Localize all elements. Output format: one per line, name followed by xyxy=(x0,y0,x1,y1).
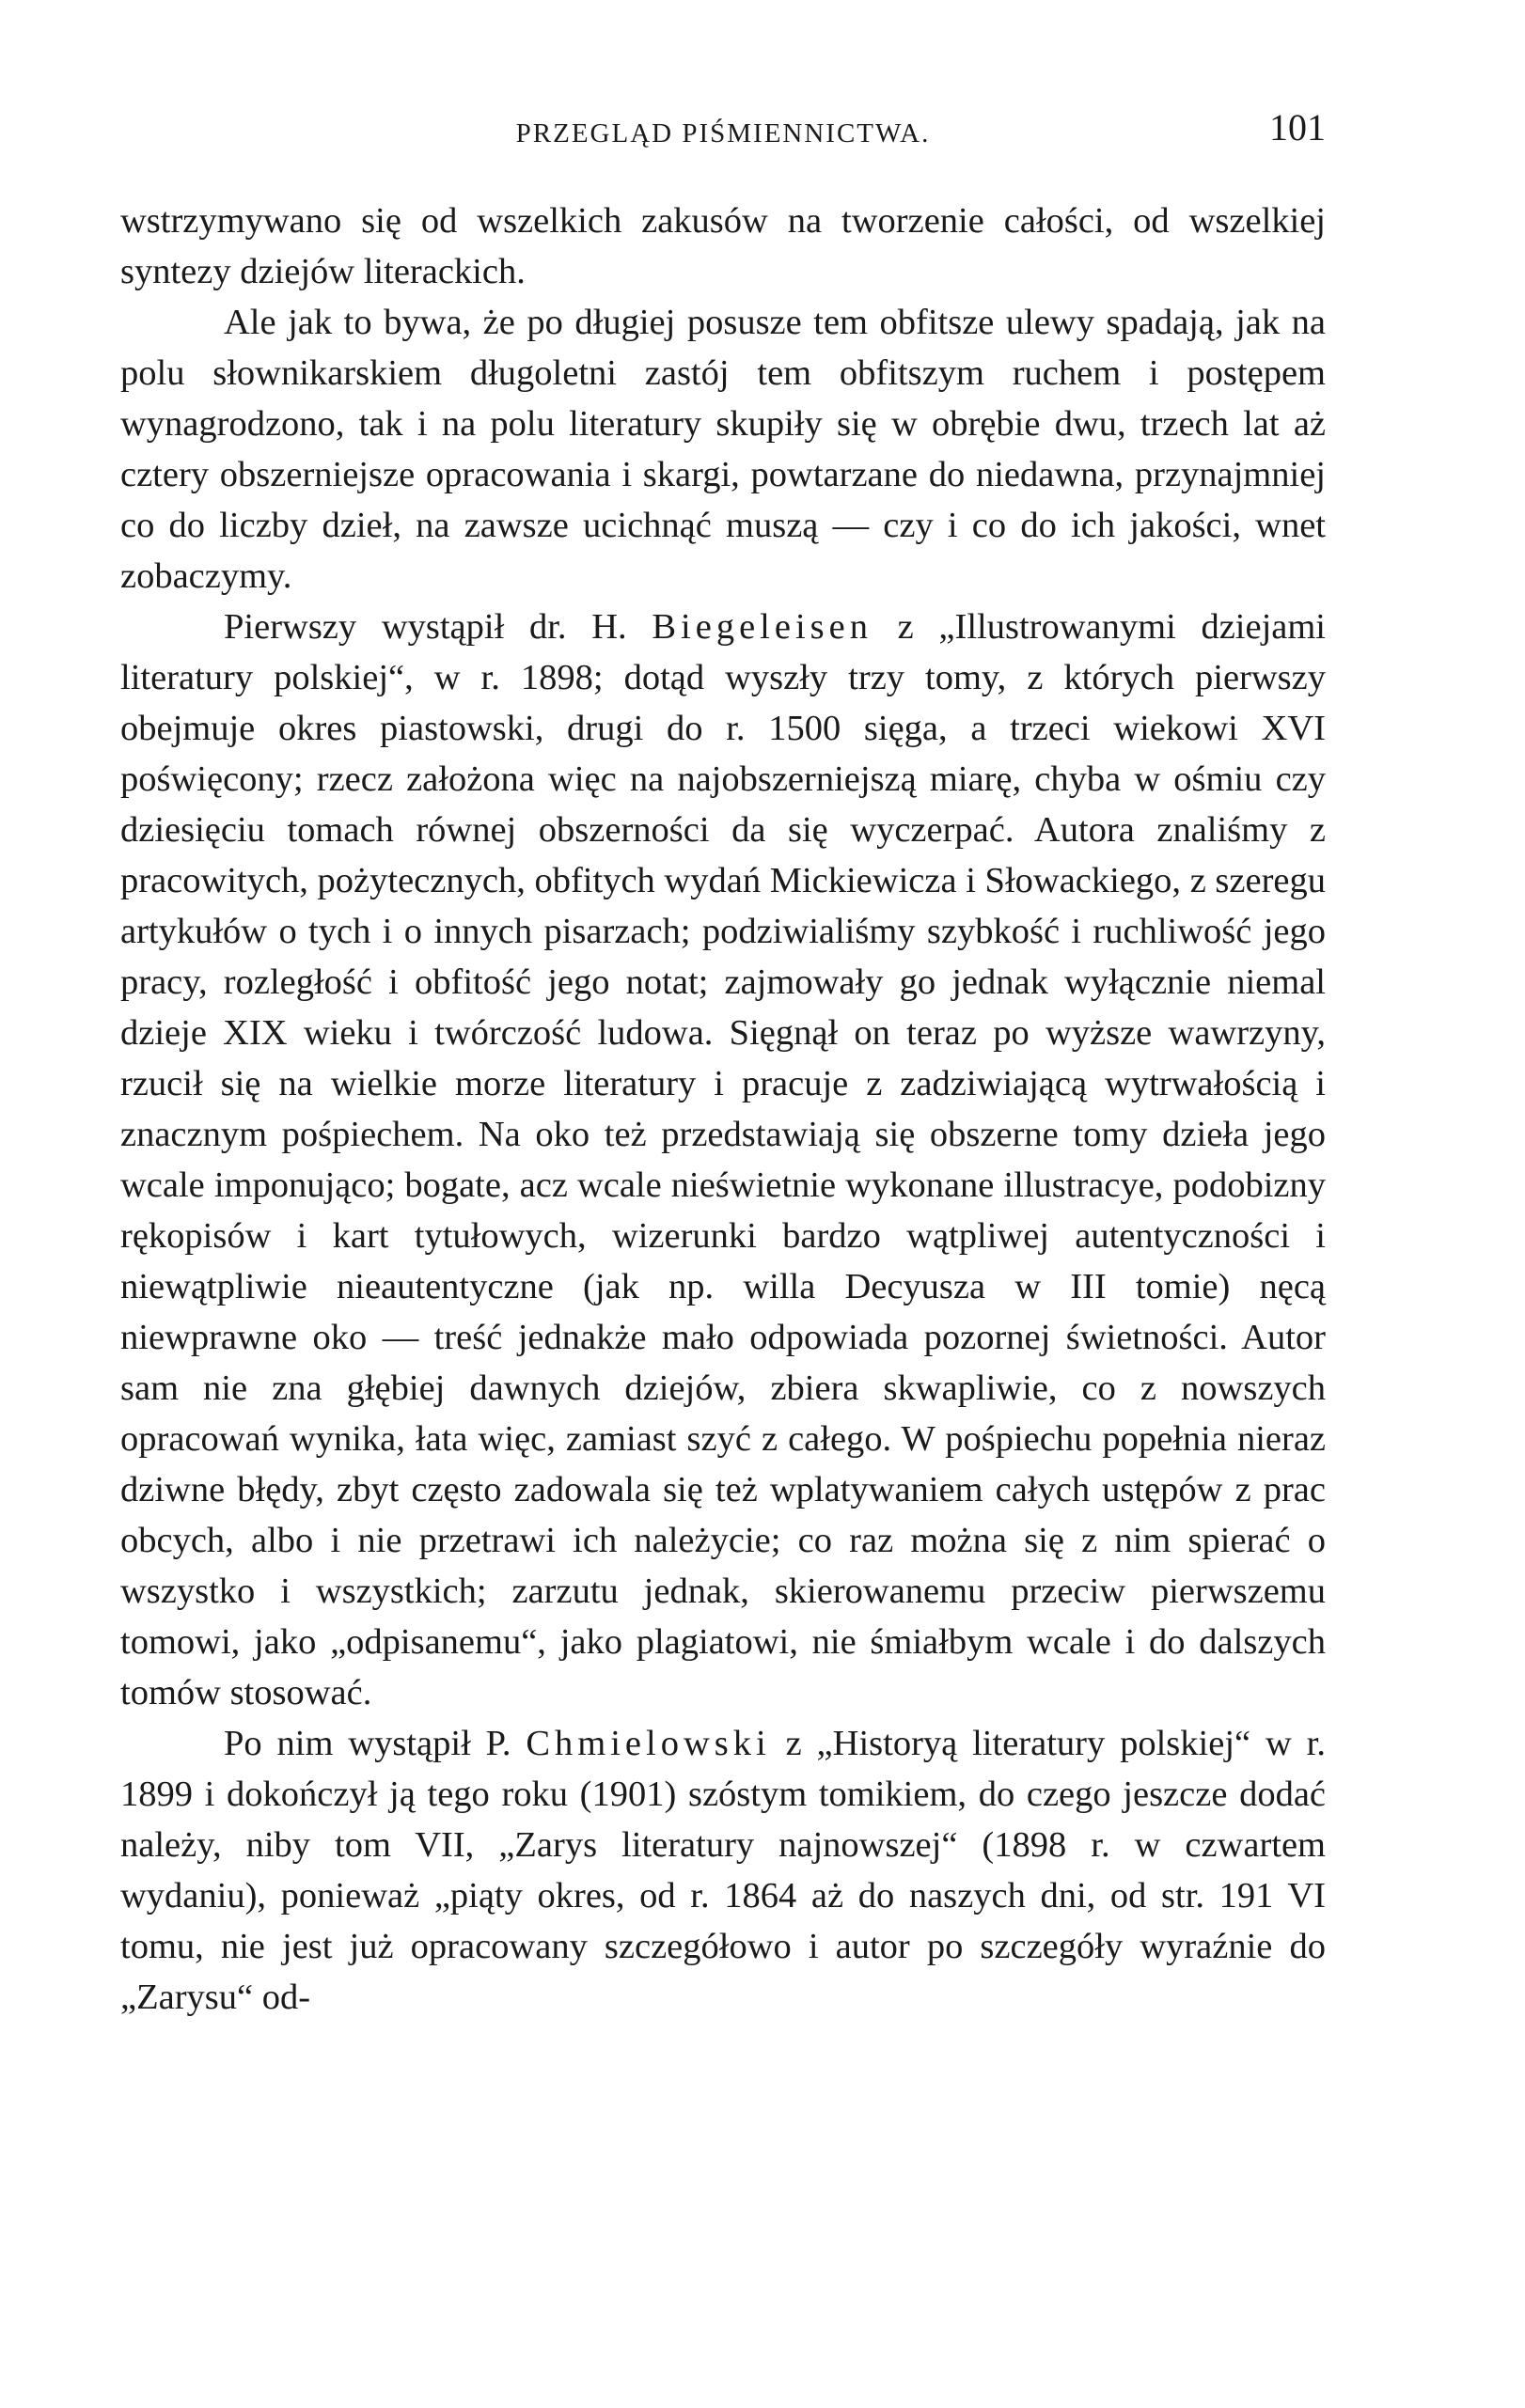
paragraph-text: z „Historyą literatury polskiej“ w r. 1899 i dokończył ją tego roku (1901) szóstym tomikiem, do czego jeszcze dodać należy, niby tom VII, „Zarys literatury najnowszej“ (1898 r. w czwartem wydaniu), ponieważ „piąty okres, od r. 1864 aż do naszych dni, od str. 191 VI tomu, nie jest już opracowany szczegółowo i autor po szczegóły wyraźnie do „Zarysu“ od- xyxy=(120,1724,1326,2017)
paragraph: Ale jak to bywa, że po długiej posusze tem obfitsze ulewy spadają, jak na polu słownikarskiem długoletni zastój tem obfitszym ruchem i postępem wynagrodzono, tak i na polu literatury skupiły się w obrębie dwu, trzech lat aż cztery obszerniejsze opracowania i skargi, powtarzane do niedawna, przynajmniej co do liczby dzieł, na zawsze ucichnąć muszą — czy i co do ich jakości, wnet zobaczymy. xyxy=(120,303,1326,596)
author-name-spaced: Chmielowski xyxy=(526,1724,771,1763)
author-name-spaced: Biegeleisen xyxy=(652,607,873,647)
running-head xyxy=(120,105,1326,162)
paragraph xyxy=(120,602,1326,1718)
paragraph-text: Pierwszy wystąpił dr. H. xyxy=(224,607,652,647)
body-text xyxy=(120,195,1326,2023)
paragraph-text: Po nim wystąpił P. xyxy=(224,1724,527,1763)
page-number: 101 xyxy=(1269,106,1326,149)
running-title: PRZEGLĄD PIŚMIENNICTWA. xyxy=(515,118,931,149)
paragraph xyxy=(120,1718,1326,2023)
paragraph-continuation: wstrzymywano się od wszelkich zakusów na tworzenie całości, od wszelkiej syntezy dziejów literackich. xyxy=(120,201,1326,291)
paragraph-text: z „Illustrowanymi dziejami literatury polskiej“, w r. 1898; dotąd wyszły trzy tomy, z których pierwszy obejmuje okres piastowski, drugi do r. 1500 sięga, a trzeci wiekowi XVI poświęcony; rzecz założona więc na najobszerniejszą miarę, chyba w ośmiu czy dziesięciu tomach równej obszerności da się wyczerpać. Autora znaliśmy z pracowitych, pożytecznych, obfitych wydań Mickiewicza i Słowackiego, z szeregu artykułów o tych i o innych pisarzach; podziwialiśmy szybkość i ruchliwość jego pracy, rozległość i obfitość jego notat; zajmowały go jednak wyłącznie niemal dzieje XIX wieku i twórczość ludowa. Sięgnął on teraz po wyższe wawrzyny, rzucił się na wielkie morze literatury i pracuje z zadziwiającą wytrwałością i znacznym pośpiechem. Na oko też przedstawiają się obszerne tomy dzieła jego wcale imponująco; bogate, acz wcale nieświetnie wykonane illustracye, podobizny rękopisów i kart tytułowych, wizerunki bardzo wątpliwej autentyczności i niewątpliwie nieautentyczne (jak np. willa Decyusza w III tomie) nęcą niewprawne oko — treść jednakże mało odpowiada pozornej świetności. Autor sam nie zna głębiej dawnych dziejów, zbiera skwapliwie, co z nowszych opracowań wynika, łata więc, zamiast szyć z całego. W pośpiechu popełnia nieraz dziwne błędy, zbyt często zadowala się też wplatywaniem całych ustępów z prac obcych, albo i nie przetrawi ich należycie; co raz można się z nim spierać o wszystko i wszystkich; zarzutu jednak, skierowanemu przeciw pierwszemu tomowi, jako „odpisanemu“, jako plagiatowi, nie śmiałbym wcale i do dalszych tomów stosować. xyxy=(120,607,1326,1712)
